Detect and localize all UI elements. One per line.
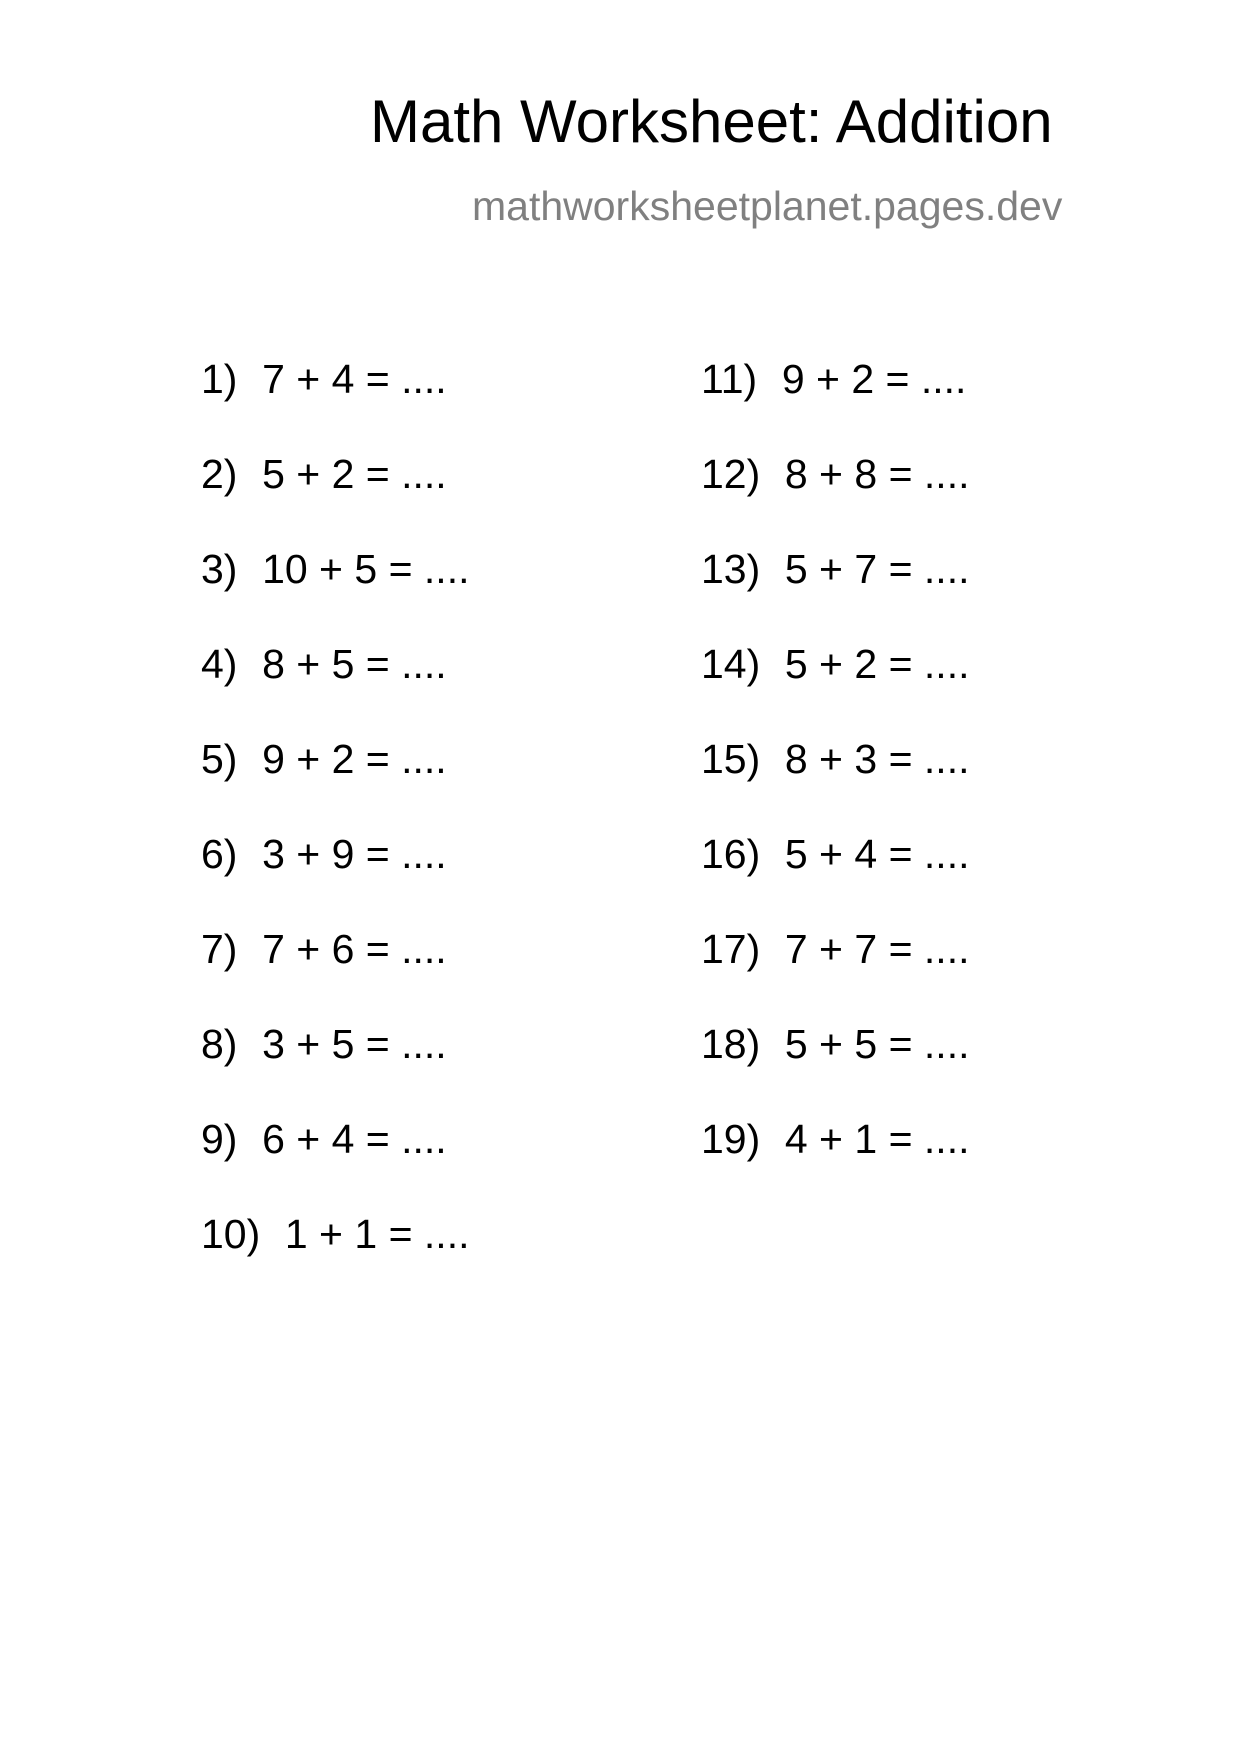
problem-expression: 3 + 5 = .... xyxy=(262,1021,447,1067)
problem-expression: 4 + 1 = .... xyxy=(784,1116,970,1162)
problem-number: 3) xyxy=(201,546,238,592)
problem-item xyxy=(201,1021,470,1116)
problem-number: 5) xyxy=(201,736,238,782)
problem-expression: 5 + 2 = .... xyxy=(262,451,447,497)
problem-item xyxy=(201,356,470,451)
problem-item xyxy=(201,1211,470,1306)
problem-number: 4) xyxy=(201,641,238,687)
worksheet-title: Math Worksheet: Addition xyxy=(370,88,1053,155)
problem-item xyxy=(201,451,470,546)
problem-expression: 9 + 2 = .... xyxy=(781,356,967,402)
problem-number: 19) xyxy=(701,1116,761,1162)
problem-number: 18) xyxy=(701,1021,761,1067)
problem-number: 16) xyxy=(701,831,761,877)
problem-expression: 8 + 8 = .... xyxy=(784,451,970,497)
problem-expression: 7 + 6 = .... xyxy=(262,926,447,972)
problem-number: 15) xyxy=(701,736,761,782)
problem-expression: 5 + 5 = .... xyxy=(784,1021,970,1067)
problem-expression: 10 + 5 = .... xyxy=(262,546,470,592)
problem-item xyxy=(701,356,969,451)
problem-number: 8) xyxy=(201,1021,238,1067)
problem-item xyxy=(701,831,969,926)
problem-expression: 5 + 4 = .... xyxy=(784,831,970,877)
problem-expression: 5 + 2 = .... xyxy=(784,641,970,687)
problem-expression: 6 + 4 = .... xyxy=(262,1116,447,1162)
problem-column-left xyxy=(201,356,470,1306)
problem-number: 1) xyxy=(201,356,238,402)
problem-item xyxy=(201,926,470,1021)
problem-item xyxy=(201,641,470,736)
problem-number: 6) xyxy=(201,831,238,877)
problem-item xyxy=(201,1116,470,1211)
problem-expression: 8 + 5 = .... xyxy=(262,641,447,687)
problem-expression: 1 + 1 = .... xyxy=(284,1211,470,1257)
problem-number: 2) xyxy=(201,451,238,497)
problem-expression: 8 + 3 = .... xyxy=(784,736,970,782)
problem-expression: 3 + 9 = .... xyxy=(262,831,447,877)
problem-item xyxy=(701,736,969,831)
problem-item xyxy=(701,451,969,546)
problem-expression: 7 + 4 = .... xyxy=(262,356,447,402)
problem-expression: 7 + 7 = .... xyxy=(784,926,970,972)
source-url: mathworksheetplanet.pages.dev xyxy=(472,183,1063,229)
problem-item xyxy=(201,736,470,831)
problem-item xyxy=(701,1116,969,1211)
problem-number: 10) xyxy=(201,1211,261,1257)
problem-item xyxy=(201,546,470,641)
problem-item xyxy=(701,641,969,736)
problem-number: 11) xyxy=(701,356,758,402)
problem-expression: 9 + 2 = .... xyxy=(262,736,447,782)
problem-expression: 5 + 7 = .... xyxy=(784,546,970,592)
problem-item xyxy=(701,546,969,641)
problem-item xyxy=(701,1021,969,1116)
problem-number: 12) xyxy=(701,451,761,497)
problem-column-right xyxy=(701,356,969,1211)
problem-item xyxy=(201,831,470,926)
problem-number: 7) xyxy=(201,926,238,972)
problem-item xyxy=(701,926,969,1021)
problem-number: 14) xyxy=(701,641,761,687)
problem-number: 13) xyxy=(701,546,761,592)
problem-number: 9) xyxy=(201,1116,238,1162)
problem-number: 17) xyxy=(701,926,761,972)
